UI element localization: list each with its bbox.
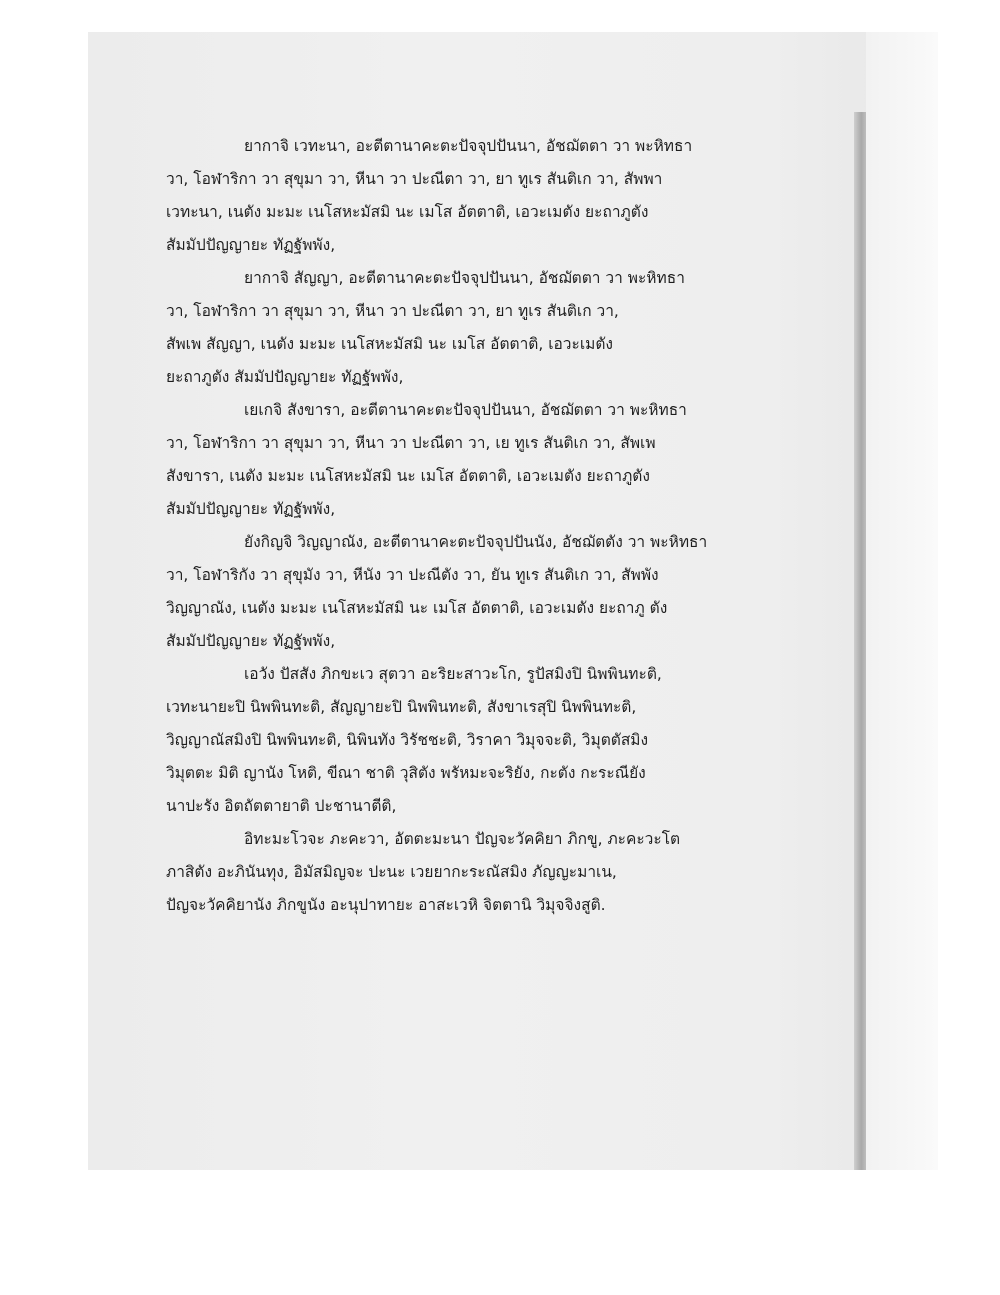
- text-line: สังขารา, เนตัง มะมะ เนโสหะมัสมิ นะ เมโส อัตตาติ, เอวะเมตัง ยะถาภูตัง: [166, 467, 650, 485]
- text-line: ปัญจะวัคคิยานัง ภิกขูนัง อะนุปาทายะ อาสะเวหิ จิตตานิ วิมุจจิงสูติ.: [166, 896, 606, 914]
- text-line: นาปะรัง อิตถัตตายาติ ปะชานาตีติ,: [166, 797, 397, 815]
- paragraph-nibbida: [166, 658, 822, 823]
- text-line: เวทะนายะปิ นิพพินทะติ, สัญญายะปิ นิพพินทะติ, สังขาเรสุปิ นิพพินทะติ,: [166, 698, 637, 716]
- text-line: วิญญาณัสมิงปิ นิพพินทะติ, นิพินทัง วิรัชชะติ, วิราคา วิมุจจะติ, วิมุตตัสมิง: [166, 731, 649, 749]
- text-line: ยังกิญจิ วิญญาณัง, อะตีตานาคะตะปัจจุปปันนัง, อัชฌัตตัง วา พะหิทธา: [244, 533, 708, 551]
- text-line: เยเกจิ สังขารา, อะตีตานาคะตะปัจจุปปันนา, อัชฌัตตา วา พะหิทธา: [244, 401, 687, 419]
- paragraph-sanna: [166, 262, 822, 394]
- text-line: สัมมัปปัญญายะ ทัฏฐัพพัง,: [166, 500, 336, 518]
- text-line: วา, โอฬาริกัง วา สุขุมัง วา, หีนัง วา ปะณีตัง วา, ยัน ทูเร สันติเก วา, สัพพัง: [166, 566, 659, 584]
- body-text: [166, 130, 822, 922]
- page-edge-shadow: [866, 32, 938, 1170]
- text-line: วิญญาณัง, เนตัง มะมะ เนโสหะมัสมิ นะ เมโส อัตตาติ, เอวะเมตัง ยะถาภู ตัง: [166, 599, 668, 617]
- text-line: สัมมัปปัญญายะ ทัฏฐัพพัง,: [166, 632, 336, 650]
- paragraph-conclusion: [166, 823, 822, 922]
- scanned-page: [88, 32, 938, 1170]
- text-line: ยากาจิ เวทะนา, อะตีตานาคะตะปัจจุปปันนา, อัชฌัตตา วา พะหิทธา: [244, 137, 693, 155]
- text-line: วา, โอฬาริกา วา สุขุมา วา, หีนา วา ปะณีตา วา, เย ทูเร สันติเก วา, สัพเพ: [166, 434, 656, 452]
- text-line: วา, โอฬาริกา วา สุขุมา วา, หีนา วา ปะณีตา วา, ยา ทูเร สันติเก วา,: [166, 302, 619, 320]
- text-line: เอวัง ปัสสัง ภิกขะเว สุตวา อะริยะสาวะโก, รูปัสมิงปิ นิพพินทะติ,: [244, 665, 662, 683]
- book-spine-shadow: [854, 112, 866, 1170]
- text-line: ยะถาภูตัง สัมมัปปัญญายะ ทัฏฐัพพัง,: [166, 368, 404, 386]
- paragraph-sankhara: [166, 394, 822, 526]
- text-line: สัพเพ สัญญา, เนตัง มะมะ เนโสหะมัสมิ นะ เมโส อัตตาติ, เอวะเมตัง: [166, 335, 613, 353]
- text-line: เวทะนา, เนตัง มะมะ เนโสหะมัสมิ นะ เมโส อัตตาติ, เอวะเมตัง ยะถาภูตัง: [166, 203, 649, 221]
- paragraph-vedana: [166, 130, 822, 262]
- text-line: อิทะมะโวจะ ภะคะวา, อัตตะมะนา ปัญจะวัคคิยา ภิกขู, ภะคะวะโต: [244, 830, 681, 848]
- text-line: วา, โอฬาริกา วา สุขุมา วา, หีนา วา ปะณีตา วา, ยา ทูเร สันติเก วา, สัพพา: [166, 170, 663, 188]
- text-line: สัมมัปปัญญายะ ทัฏฐัพพัง,: [166, 236, 336, 254]
- text-line: ภาสิตัง อะภินันทุง, อิมัสมิญจะ ปะนะ เวยยากะระณัสมิง ภัญญะมาเน,: [166, 863, 617, 881]
- text-line: วิมุตตะ มิติ ญานัง โหติ, ขีณา ชาติ วุสิตัง พรัหมะจะริยัง, กะตัง กะระณียัง: [166, 764, 646, 782]
- paragraph-vinnana: [166, 526, 822, 658]
- text-line: ยากาจิ สัญญา, อะตีตานาคะตะปัจจุปปันนา, อัชฌัตตา วา พะหิทธา: [244, 269, 685, 287]
